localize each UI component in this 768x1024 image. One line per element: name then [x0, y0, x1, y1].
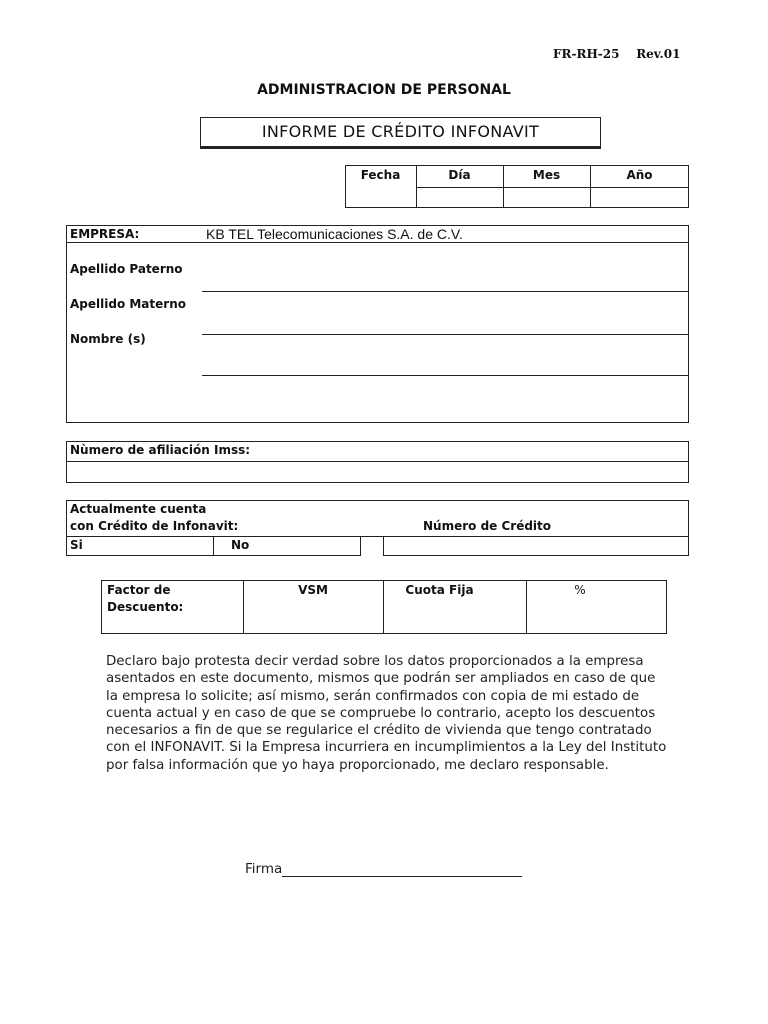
name-label: Nombre (s) — [70, 332, 146, 346]
fixed-fee-field[interactable] — [384, 600, 525, 632]
year-header: Año — [626, 168, 653, 182]
month-field[interactable] — [504, 189, 589, 207]
declaration-line: por falsa información que yo haya proporcionado, me declaro responsable. — [106, 757, 609, 773]
maternal-surname-label: Apellido Materno — [70, 297, 186, 311]
company-label: EMPRESA: — [70, 227, 140, 241]
page-title: INFORME DE CRÉDITO INFONAVIT — [261, 122, 540, 141]
vsm-label: VSM — [298, 583, 328, 597]
credit-number-label: Número de Crédito — [423, 519, 552, 533]
department-heading: ADMINISTRACION DE PERSONAL — [257, 82, 511, 98]
day-header: Día — [448, 168, 471, 182]
declaration-line: necesarios a fin de que se regularice el crédito de vivienda que tengo contratado — [106, 723, 652, 739]
name-line — [202, 375, 689, 376]
declaration-line: cuenta actual y en caso de que se compruebe lo contrario, acepto los descuentos — [106, 705, 656, 721]
vsm-field[interactable] — [244, 600, 382, 632]
name-field[interactable] — [202, 342, 689, 374]
day-field[interactable] — [417, 189, 502, 207]
revision-text: Rev.01 — [636, 47, 681, 61]
paternal-surname-label: Apellido Paterno — [70, 262, 183, 276]
signature-field[interactable] — [282, 856, 522, 876]
month-header: Mes — [532, 168, 561, 182]
declaration-paragraph — [106, 653, 666, 774]
credit-question-line2: con Crédito de Infonavit: — [70, 519, 239, 533]
yes-no-separator — [213, 536, 214, 556]
declaration-line: la empresa lo solicite; así mismo, serán confirmados con copia de mi estado de — [106, 688, 640, 704]
credit-question-line1: Actualmente cuenta — [70, 502, 207, 516]
maternal-surname-line — [202, 334, 689, 335]
imss-field[interactable] — [315, 443, 689, 461]
imss-label: Nùmero de afiliación Imss: — [70, 443, 251, 457]
company-divider — [66, 242, 689, 243]
date-table-divider — [416, 187, 689, 188]
title-shadow — [200, 147, 601, 149]
fixed-fee-label: Cuota Fija — [405, 583, 474, 597]
year-field[interactable] — [591, 189, 688, 207]
discount-factor-line1: Factor de — [107, 583, 171, 597]
form-code — [553, 47, 680, 61]
signature-line — [282, 876, 522, 877]
date-label: Fecha — [360, 168, 401, 182]
declaration-line: con el INFONAVIT. Si la Empresa incurriera en incumplimientos a la Ley del Instituto — [106, 740, 667, 756]
percent-field[interactable] — [527, 600, 666, 632]
paternal-surname-line — [202, 291, 689, 292]
maternal-surname-field[interactable] — [202, 300, 689, 333]
no-option[interactable]: No — [231, 538, 250, 552]
discount-factor-line2: Descuento: — [107, 600, 184, 614]
yes-option[interactable]: Si — [70, 538, 83, 552]
signature-label: Firma — [245, 861, 283, 877]
imss-line — [315, 461, 689, 462]
credit-number-field[interactable] — [383, 536, 689, 556]
title-box — [200, 117, 601, 147]
form-code-text: FR-RH-25 — [553, 47, 620, 61]
paternal-surname-field[interactable] — [202, 262, 689, 290]
declaration-line: Declaro bajo protesta decir verdad sobre los datos proporcionados a la empresa — [106, 654, 644, 669]
percent-label: % — [574, 583, 586, 597]
declaration-line: asentados en este documento, mismos que podrán ser ampliados en caso de que — [106, 671, 656, 687]
company-value: KB TEL Telecomunicaciones S.A. de C.V. — [206, 226, 463, 242]
